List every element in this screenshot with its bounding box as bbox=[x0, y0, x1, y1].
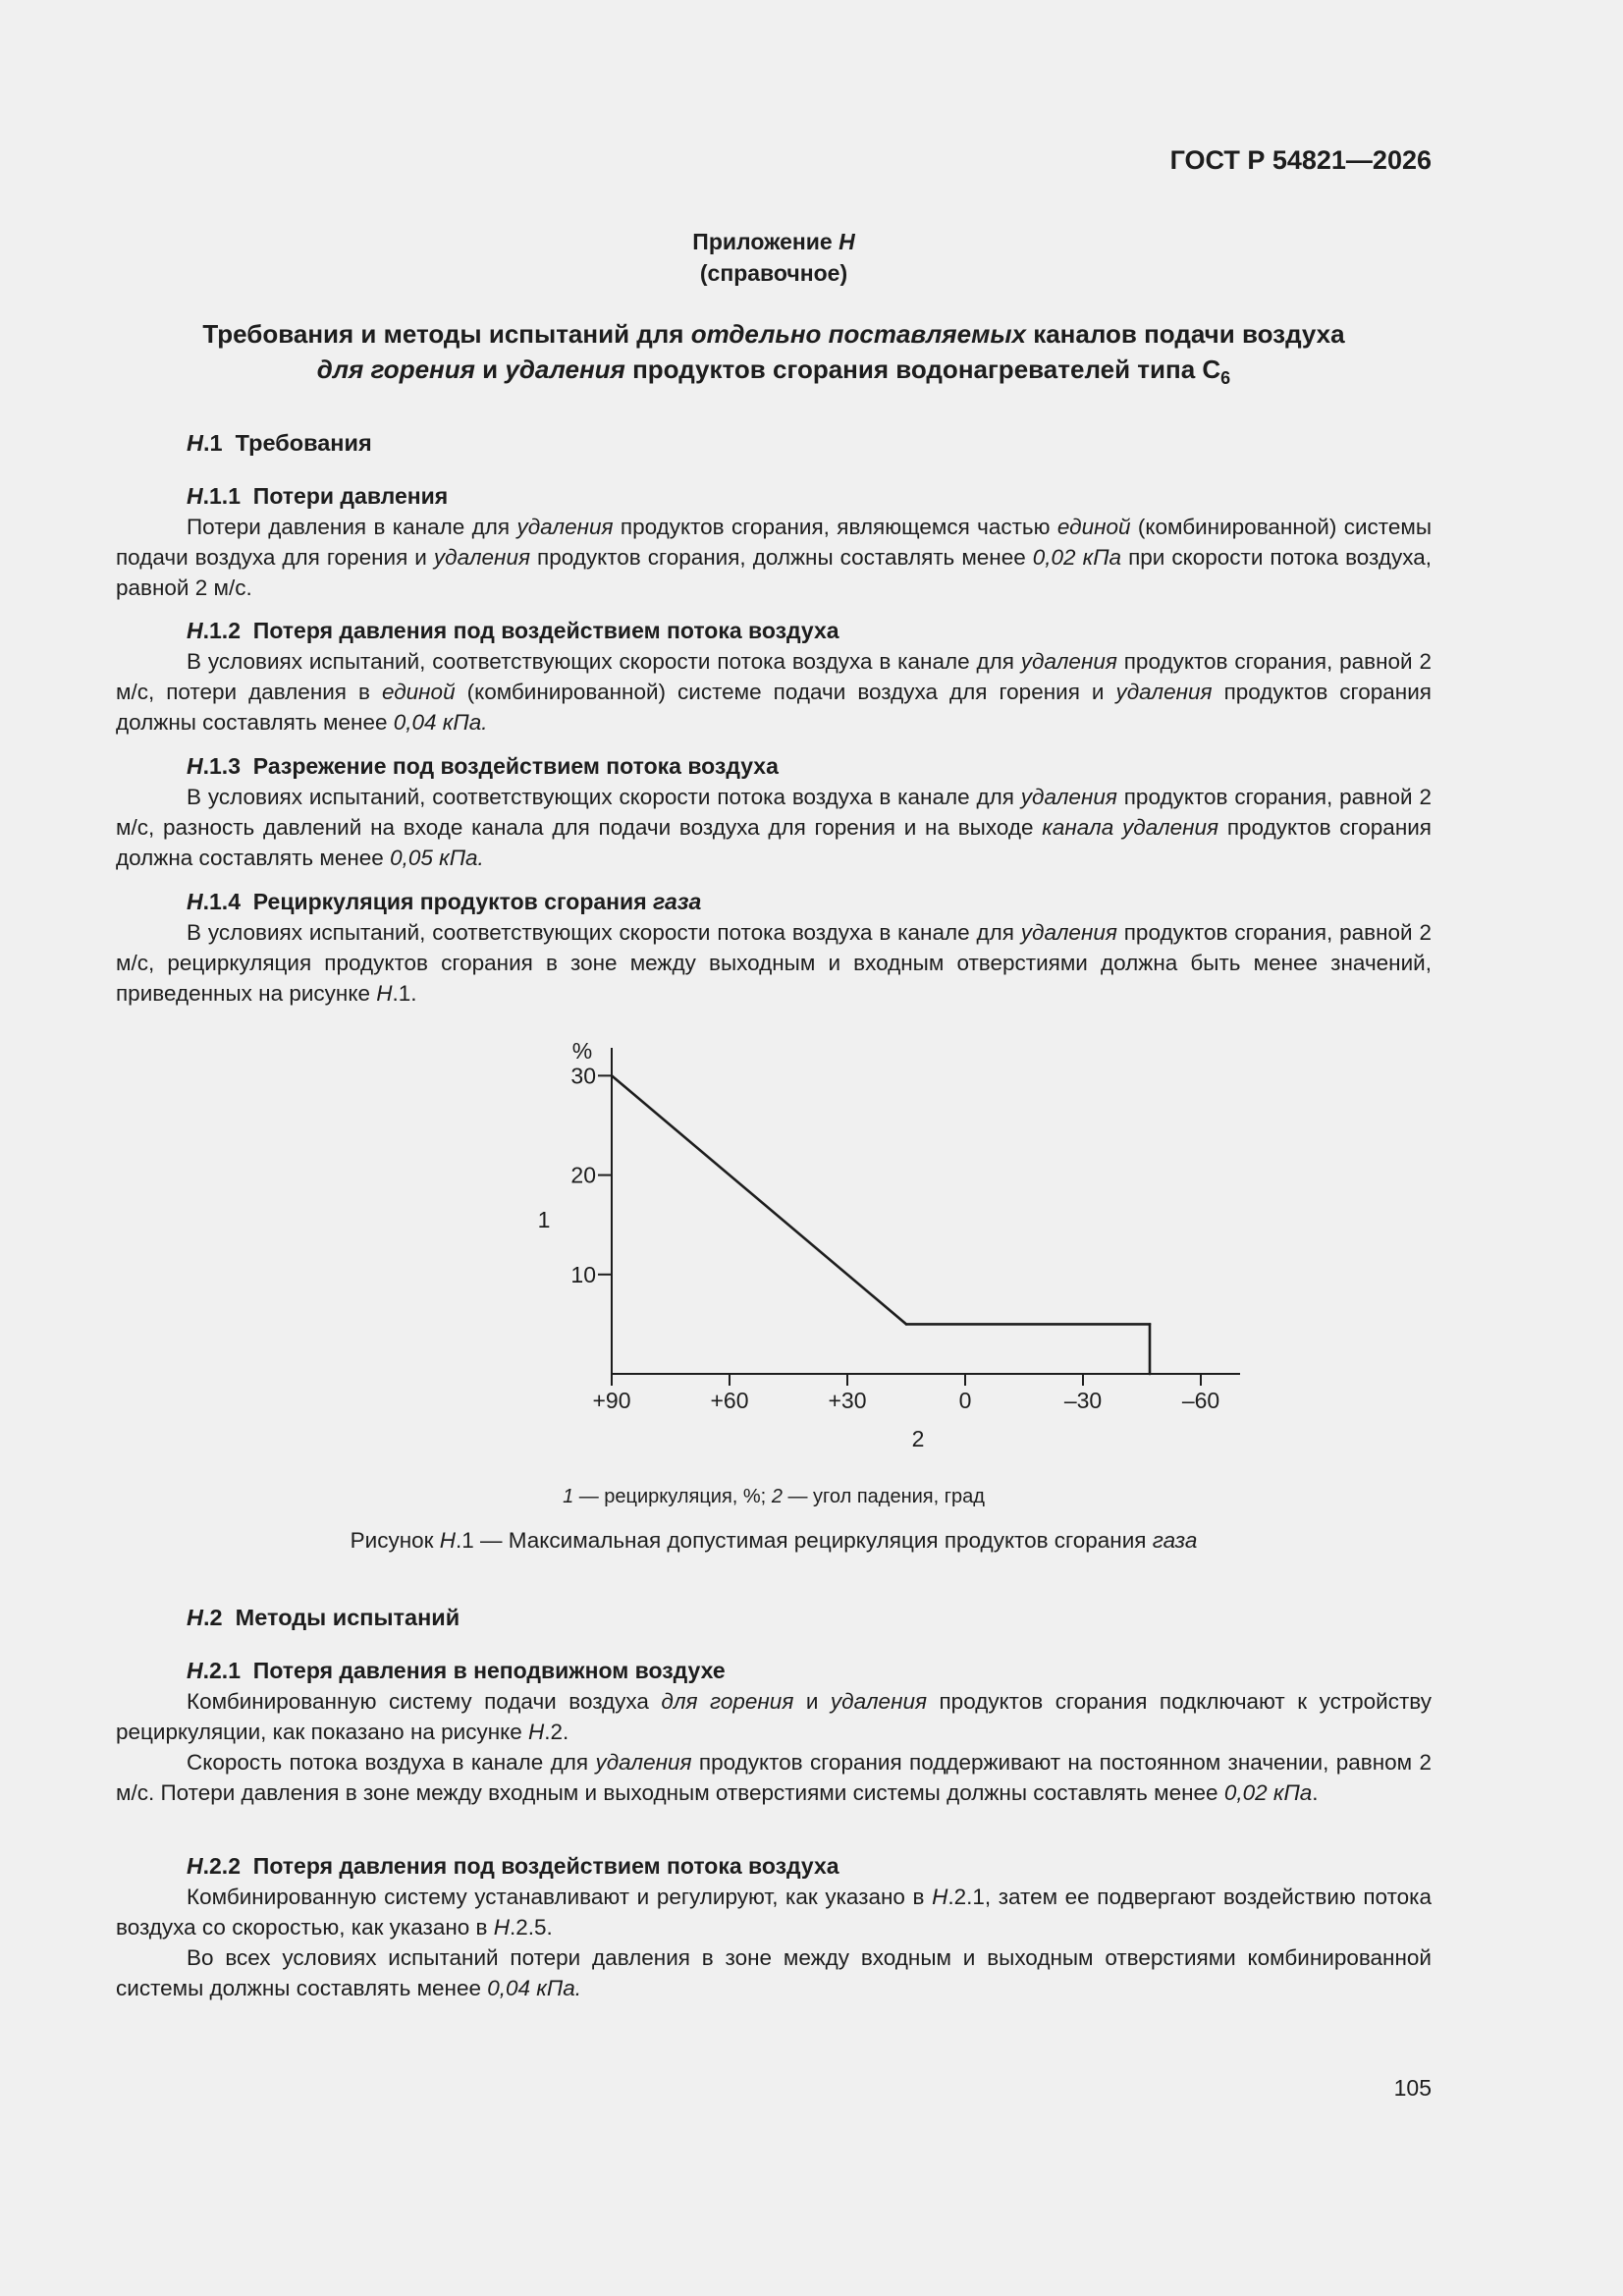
x-tick-label: +60 bbox=[710, 1388, 749, 1413]
figure-caption: Рисунок Н.1 — Максимальная допустимая рециркуляция продуктов сгорания газа bbox=[350, 1528, 1198, 1553]
recirculation-chart bbox=[410, 1021, 1294, 1483]
heading-h1: Н.1 Требования bbox=[187, 430, 372, 456]
y-tick-label: 20 bbox=[570, 1162, 596, 1188]
heading-h1-2: Н.1.2 Потеря давления под воздействием потока воздуха bbox=[187, 618, 839, 643]
x-tick-label: +90 bbox=[592, 1388, 631, 1413]
annex-main-title: Требования и методы испытаний для отдельно поставляемых каналов подачи воздуха для горения и удаления продуктов сгорания водонагревателей типа $С_6$ bbox=[202, 319, 1345, 388]
heading-h2-2: Н.2.2 Потеря давления под воздействием потока воздуха bbox=[187, 1853, 839, 1879]
y-tick-label: 10 bbox=[570, 1261, 596, 1287]
section-h1-2 bbox=[116, 616, 1432, 738]
heading-h2: Н.2 Методы испытаний bbox=[187, 1605, 460, 1630]
section-h1 bbox=[116, 428, 1432, 459]
annex-status: (справочное) bbox=[699, 260, 848, 286]
y-axis-ticks bbox=[570, 1063, 612, 1286]
section-h1-4 bbox=[116, 887, 1432, 1009]
section-h2-2 bbox=[116, 1851, 1432, 2003]
figure-legend: 1 — рециркуляция, %; 2 — угол падения, град bbox=[563, 1486, 985, 1507]
section-h2-1 bbox=[116, 1656, 1432, 1808]
y-axis-unit: % bbox=[571, 1038, 593, 1064]
heading-h1-4: Н.1.4 Рециркуляция продуктов сгорания газа bbox=[187, 889, 702, 914]
chart-point bbox=[1149, 1323, 1152, 1326]
section-h2 bbox=[116, 1603, 1432, 1633]
heading-h2-1: Н.2.1 Потеря давления в неподвижном воздухе bbox=[187, 1658, 726, 1683]
y-tick-label: 30 bbox=[570, 1063, 596, 1089]
paragraph-h1-4: В условиях испытаний, соответствующих скорости потока воздуха в канале для удаления продуктов сгорания, равной 2 м/с, рециркуляция продуктов сгорания в зоне между выходным и входным отверстиями должна быть менее значений, приведенных на рисунке Н.1. bbox=[116, 920, 1432, 1006]
x-tick-label: –30 bbox=[1063, 1388, 1103, 1413]
paragraph-h2-1-b: Скорость потока воздуха в канале для удаления продуктов сгорания поддерживают на постоянном значении, равном 2 м/с. Потери давления в зоне между входным и выходным отверстиями системы должны составлять менее 0,02 кПа. bbox=[116, 1750, 1432, 1805]
chart-point bbox=[905, 1323, 908, 1326]
y-axis-label: 1 bbox=[537, 1207, 551, 1232]
x-axis-label: 2 bbox=[911, 1426, 925, 1451]
x-tick-label: +30 bbox=[828, 1388, 867, 1413]
x-axis-ticks bbox=[592, 1374, 1219, 1413]
paragraph-h1-1: Потери давления в канале для удаления продуктов сгорания, являющемся частью единой (комбинированной) системы подачи воздуха для горения и удаления продуктов сгорания, должны составлять менее 0,02 кПа при скорости потока воздуха, равной 2 м/с. bbox=[116, 515, 1432, 600]
document-code: ГОСТ Р 54821—2026 bbox=[1169, 145, 1432, 175]
paragraph-h1-3: В условиях испытаний, соответствующих скорости потока воздуха в канале для удаления продуктов сгорания, равной 2 м/с, разность давлений на входе канала для подачи воздуха для горения и на выходе канала удаления продуктов сгорания должна составлять менее 0,05 кПа. bbox=[116, 785, 1432, 870]
x-tick-label: 0 bbox=[958, 1388, 972, 1413]
annex-title: Приложение Н bbox=[692, 229, 855, 254]
paragraph-h2-1-a: Комбинированную систему подачи воздуха для горения и удаления продуктов сгорания подключают к устройству рециркуляции, как показано на рисунке Н.2. bbox=[116, 1689, 1432, 1744]
chart-point bbox=[1149, 1373, 1152, 1376]
section-h1-3 bbox=[116, 751, 1432, 873]
figure-h1-chart bbox=[410, 1021, 1294, 1483]
paragraph-h2-2-a: Комбинированную систему устанавливают и регулируют, как указано в Н.2.1, затем ее подвергают воздействию потока воздуха со скоростью, как указано в Н.2.5. bbox=[116, 1885, 1432, 1940]
page-number: 105 bbox=[1393, 2075, 1432, 2101]
heading-h1-3: Н.1.3 Разрежение под воздействием потока воздуха bbox=[187, 753, 779, 779]
chart-series bbox=[611, 1074, 1152, 1375]
annex-heading bbox=[116, 226, 1432, 289]
chart-point bbox=[611, 1074, 614, 1077]
heading-h1-1: Н.1.1 Потери давления bbox=[187, 483, 449, 509]
section-h1-1 bbox=[116, 481, 1432, 603]
recirculation-limit-line bbox=[612, 1075, 1150, 1374]
x-tick-label: –60 bbox=[1181, 1388, 1220, 1413]
paragraph-h2-2-b: Во всех условиях испытаний потери давления в зоне между входным и выходным отверстиями комбинированной системы должны составлять менее 0,04 кПа. bbox=[116, 1945, 1432, 2000]
paragraph-h1-2: В условиях испытаний, соответствующих скорости потока воздуха в канале для удаления продуктов сгорания, равной 2 м/с, потери давления в единой (комбинированной) системе подачи воздуха для горения и удаления продуктов сгорания должны составлять менее 0,04 кПа. bbox=[116, 649, 1432, 735]
